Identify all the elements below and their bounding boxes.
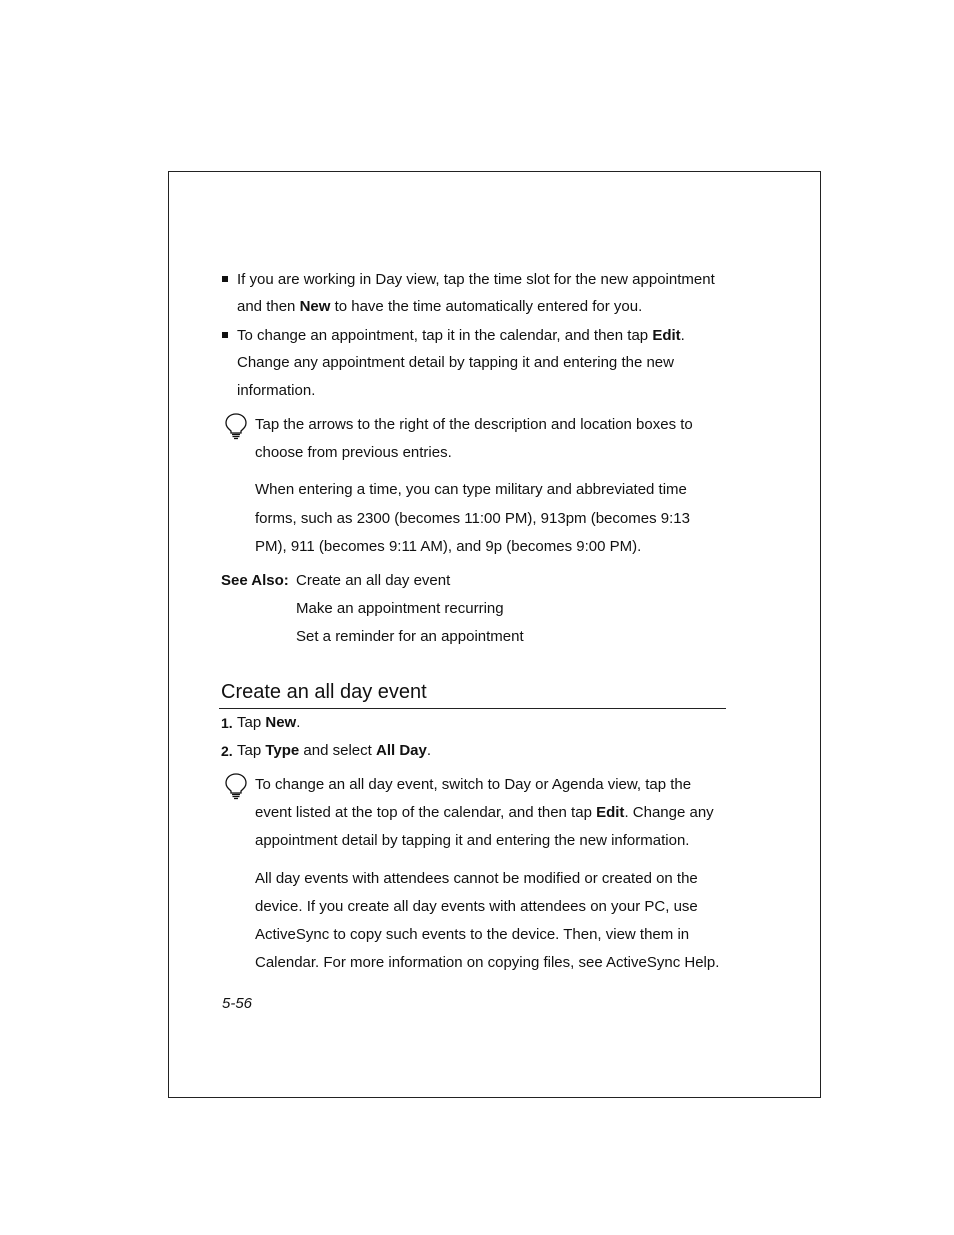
tip-2-line-1: To change an all day event, switch to Day or Agenda view, tap the	[255, 776, 692, 793]
bullet-2-line-1: To change an appointment, tap it in the calendar, and then tap Edit.	[237, 327, 685, 344]
bold-all-day: All Day	[375, 742, 427, 759]
lightbulb-icon	[224, 772, 248, 800]
tip-2-para-2-line-1: All day events with attendees cannot be modified or created on the	[255, 870, 698, 887]
square-bullet-icon	[222, 276, 228, 282]
tip-2-line-3: appointment detail by tapping it and entering the new information.	[255, 832, 690, 849]
step-1-number: 1.	[221, 715, 233, 731]
tip-1-line-1: Tap the arrows to the right of the description and location boxes to	[255, 416, 693, 433]
tip-1-para-2-line-2: forms, such as 2300 (becomes 11:00 PM), 913pm (becomes 9:13	[255, 510, 690, 527]
bullet-1-line-2: and then New to have the time automatically entered for you.	[237, 298, 643, 315]
see-also-link-all-day-event[interactable]: Create an all day event	[296, 572, 451, 589]
see-also-link-reminder[interactable]: Set a reminder for an appointment	[296, 628, 524, 645]
tip-1-para-2-line-1: When entering a time, you can type military and abbreviated time	[255, 481, 687, 498]
tip-2-para-2-line-4: Calendar. For more information on copying files, see ActiveSync Help.	[255, 954, 720, 971]
bold-new: New	[265, 714, 297, 731]
tip-2-para-2-line-3: ActiveSync to copy such events to the device. Then, view them in	[255, 926, 690, 943]
section-heading: Create an all day event	[221, 681, 427, 703]
lightbulb-icon	[224, 412, 248, 440]
bold-new: New	[299, 298, 331, 315]
tip-1-para-2-line-3: PM), 911 (becomes 9:11 AM), and 9p (becomes 9:00 PM).	[255, 538, 642, 555]
bold-type: Type	[265, 742, 300, 759]
page-number: 5-56	[222, 995, 253, 1012]
bold-edit: Edit	[596, 804, 625, 821]
step-2-text: Tap Type and select All Day.	[237, 742, 432, 759]
step-1-text: Tap New.	[237, 714, 301, 731]
tip-1-line-2: choose from previous entries.	[255, 444, 452, 461]
bullet-2-line-3: information.	[237, 382, 316, 399]
see-also-label: See Also:	[221, 572, 289, 589]
tip-2-para-2-line-2: device. If you create all day events with attendees on your PC, use	[255, 898, 698, 915]
step-2-number: 2.	[221, 743, 233, 759]
bullet-2-line-2: Change any appointment detail by tapping it and entering the new	[237, 354, 674, 371]
tip-2-line-2: event listed at the top of the calendar, and then tap Edit. Change any	[255, 804, 714, 821]
bold-edit: Edit	[652, 327, 681, 344]
square-bullet-icon	[222, 332, 228, 338]
bullet-1-line-1: If you are working in Day view, tap the time slot for the new appointment	[237, 271, 715, 288]
see-also-link-recurring[interactable]: Make an appointment recurring	[296, 600, 504, 617]
